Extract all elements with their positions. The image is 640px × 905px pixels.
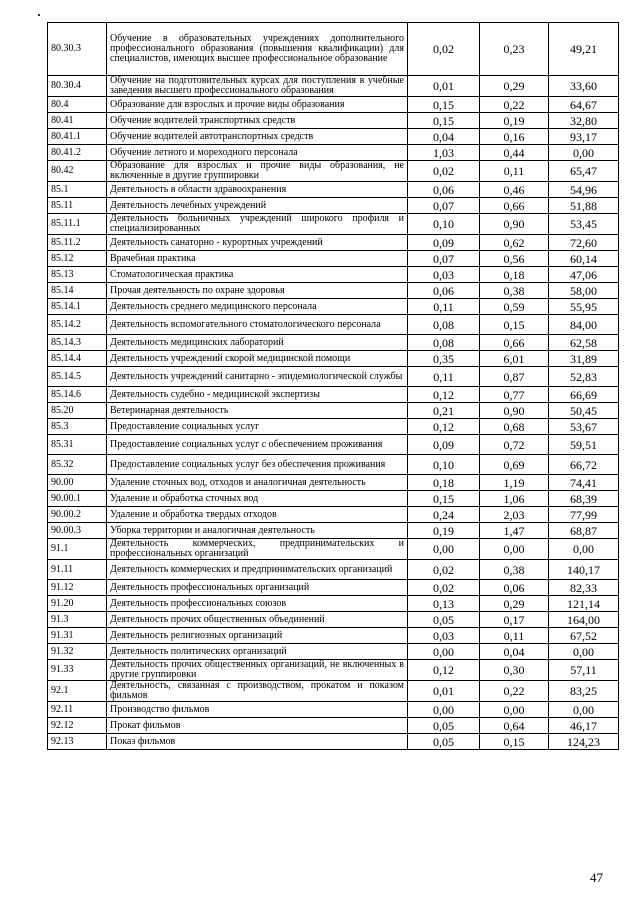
table-row	[48, 198, 619, 214]
value-col-3: 68,87	[549, 523, 619, 539]
activity-name: Деятельность в области здравоохранения	[107, 182, 408, 198]
value-col-2: 1,06	[480, 491, 549, 507]
activity-code: 90.00	[48, 475, 107, 491]
activity-code: 85.14.4	[48, 351, 107, 367]
value-col-2: 0,00	[480, 702, 549, 718]
activity-name: Удаление и обработка твердых отходов	[107, 507, 408, 523]
activity-code: 91.11	[48, 560, 107, 580]
value-col-3: 33,60	[549, 76, 619, 97]
value-col-3: 68,39	[549, 491, 619, 507]
value-col-3: 66,72	[549, 455, 619, 475]
value-col-2: 0,72	[480, 435, 549, 455]
activity-code: 90.00.2	[48, 507, 107, 523]
value-col-2: 0,18	[480, 267, 549, 283]
value-col-2: 0,15	[480, 315, 549, 335]
value-col-3: 66,69	[549, 387, 619, 403]
value-col-2: 0,68	[480, 419, 549, 435]
table-row	[48, 681, 619, 702]
value-col-3: 64,67	[549, 97, 619, 113]
value-col-2: 0,59	[480, 299, 549, 315]
value-col-2: 0,66	[480, 335, 549, 351]
value-col-1: 0,35	[408, 351, 480, 367]
table-row	[48, 523, 619, 539]
value-col-1: 0,12	[408, 419, 480, 435]
value-col-3: 93,17	[549, 129, 619, 145]
table-row	[48, 491, 619, 507]
table-row	[48, 387, 619, 403]
table-row	[48, 560, 619, 580]
value-col-2: 0,64	[480, 718, 549, 734]
value-col-3: 57,11	[549, 660, 619, 681]
value-col-1: 0,06	[408, 283, 480, 299]
value-col-1: 0,11	[408, 367, 480, 387]
activity-name: Деятельность медицинских лабораторий	[107, 335, 408, 351]
table-body	[48, 23, 619, 750]
activity-code: 85.14.3	[48, 335, 107, 351]
activity-code: 85.12	[48, 251, 107, 267]
value-col-3: 0,00	[549, 145, 619, 161]
value-col-1: 0,12	[408, 660, 480, 681]
activity-name: Врачебная практика	[107, 251, 408, 267]
activity-code: 85.1	[48, 182, 107, 198]
table-row	[48, 161, 619, 182]
activity-code: 85.14.2	[48, 315, 107, 335]
activity-name: Обучение водителей транспортных средств	[107, 113, 408, 129]
activity-name: Обучение летного и мореходного персонала	[107, 145, 408, 161]
value-col-3: 46,17	[549, 718, 619, 734]
value-col-2: 0,06	[480, 580, 549, 596]
value-col-2: 1,19	[480, 475, 549, 491]
value-col-1: 0,11	[408, 299, 480, 315]
activity-code: 90.00.1	[48, 491, 107, 507]
activity-code: 85.14.6	[48, 387, 107, 403]
value-col-2: 0,11	[480, 628, 549, 644]
table-row	[48, 596, 619, 612]
table-row	[48, 475, 619, 491]
value-col-3: 83,25	[549, 681, 619, 702]
value-col-1: 0,10	[408, 455, 480, 475]
activity-name: Деятельность лечебных учреждений	[107, 198, 408, 214]
activity-name: Показ фильмов	[107, 734, 408, 750]
activity-name: Образование для взрослых и прочие виды образования, не включенные в другие группировки	[107, 161, 408, 182]
activity-name: Деятельность санаторно - курортных учреждений	[107, 235, 408, 251]
value-col-2: 0,29	[480, 596, 549, 612]
value-col-3: 50,45	[549, 403, 619, 419]
activity-code: 91.32	[48, 644, 107, 660]
value-col-3: 65,47	[549, 161, 619, 182]
value-col-2: 0,29	[480, 76, 549, 97]
table-row	[48, 507, 619, 523]
table-row	[48, 145, 619, 161]
table-row	[48, 734, 619, 750]
value-col-1: 0,09	[408, 235, 480, 251]
activity-code: 85.13	[48, 267, 107, 283]
activity-name: Прочая деятельность по охране здоровья	[107, 283, 408, 299]
table-row	[48, 660, 619, 681]
value-col-2: 0,56	[480, 251, 549, 267]
value-col-2: 0,23	[480, 23, 549, 76]
value-col-3: 47,06	[549, 267, 619, 283]
value-col-1: 0,12	[408, 387, 480, 403]
activity-name: Ветеринарная деятельность	[107, 403, 408, 419]
value-col-2: 0,87	[480, 367, 549, 387]
value-col-2: 0,66	[480, 198, 549, 214]
activity-code: 80.41	[48, 113, 107, 129]
table-row	[48, 76, 619, 97]
value-col-3: 0,00	[549, 539, 619, 560]
table-row	[48, 612, 619, 628]
value-col-3: 55,95	[549, 299, 619, 315]
page-number: 47	[590, 870, 603, 885]
activity-code: 91.33	[48, 660, 107, 681]
activity-code: 85.14.1	[48, 299, 107, 315]
value-col-3: 67,52	[549, 628, 619, 644]
table-row	[48, 97, 619, 113]
value-col-1: 0,00	[408, 644, 480, 660]
table-row	[48, 235, 619, 251]
activity-code: 80.30.4	[48, 76, 107, 97]
activity-code: 92.12	[48, 718, 107, 734]
value-col-1: 0,03	[408, 267, 480, 283]
value-col-2: 0,22	[480, 681, 549, 702]
value-col-1: 0,00	[408, 702, 480, 718]
value-col-3: 121,14	[549, 596, 619, 612]
value-col-2: 0,90	[480, 403, 549, 419]
value-col-3: 74,41	[549, 475, 619, 491]
value-col-2: 0,44	[480, 145, 549, 161]
activity-name: Деятельность прочих общественных объединений	[107, 612, 408, 628]
activity-code: 85.20	[48, 403, 107, 419]
activity-name: Предоставление социальных услуг	[107, 419, 408, 435]
value-col-2: 6,01	[480, 351, 549, 367]
activity-name: Обучение в образовательных учреждениях дополнительного профессионального образования (повышения квалификации) для специалистов, имеющих высшее профессиональное образование	[107, 23, 408, 76]
activity-code: 80.41.2	[48, 145, 107, 161]
table-row	[48, 299, 619, 315]
activity-name: Производство фильмов	[107, 702, 408, 718]
activity-code: 91.3	[48, 612, 107, 628]
table-row	[48, 182, 619, 198]
table-row	[48, 403, 619, 419]
activity-name: Деятельность религиозных организаций	[107, 628, 408, 644]
table-row	[48, 644, 619, 660]
activity-name: Стоматологическая практика	[107, 267, 408, 283]
value-col-3: 53,45	[549, 214, 619, 235]
value-col-1: 0,10	[408, 214, 480, 235]
value-col-1: 0,02	[408, 580, 480, 596]
activity-code: 80.42	[48, 161, 107, 182]
activity-name: Деятельность профессиональных организаций	[107, 580, 408, 596]
value-col-2: 2,03	[480, 507, 549, 523]
table-row	[48, 539, 619, 560]
table-row	[48, 315, 619, 335]
table-row	[48, 214, 619, 235]
activity-code: 85.32	[48, 455, 107, 475]
value-col-2: 0,19	[480, 113, 549, 129]
activity-code: 92.1	[48, 681, 107, 702]
activity-code: 80.41.1	[48, 129, 107, 145]
activity-name: Удаление и обработка сточных вод	[107, 491, 408, 507]
value-col-3: 124,23	[549, 734, 619, 750]
value-col-3: 0,00	[549, 644, 619, 660]
activity-name: Деятельность профессиональных союзов	[107, 596, 408, 612]
activity-name: Деятельность учреждений скорой медицинской помощи	[107, 351, 408, 367]
value-col-3: 84,00	[549, 315, 619, 335]
table-row	[48, 251, 619, 267]
value-col-1: 0,03	[408, 628, 480, 644]
value-col-1: 0,02	[408, 560, 480, 580]
value-col-1: 0,01	[408, 76, 480, 97]
value-col-2: 0,04	[480, 644, 549, 660]
value-col-3: 51,88	[549, 198, 619, 214]
table-row	[48, 267, 619, 283]
value-col-3: 49,21	[549, 23, 619, 76]
activity-name: Прокат фильмов	[107, 718, 408, 734]
value-col-1: 0,01	[408, 681, 480, 702]
table-row	[48, 367, 619, 387]
value-col-1: 0,09	[408, 435, 480, 455]
table-row	[48, 718, 619, 734]
value-col-2: 0,77	[480, 387, 549, 403]
activity-code: 80.4	[48, 97, 107, 113]
scan-speck	[38, 14, 40, 16]
value-col-3: 32,80	[549, 113, 619, 129]
activity-name: Деятельность среднего медицинского персонала	[107, 299, 408, 315]
value-col-2: 0,22	[480, 97, 549, 113]
activity-name: Деятельность коммерческих, предпринимательских и профессиональных организаций	[107, 539, 408, 560]
table-row	[48, 335, 619, 351]
table-row	[48, 419, 619, 435]
activity-name: Деятельность судебно - медицинской экспертизы	[107, 387, 408, 403]
activity-code: 91.1	[48, 539, 107, 560]
value-col-2: 0,30	[480, 660, 549, 681]
value-col-2: 0,16	[480, 129, 549, 145]
activity-name: Уборка территории и аналогичная деятельность	[107, 523, 408, 539]
activity-name: Деятельность прочих общественных организаций, не включенных в другие группировки	[107, 660, 408, 681]
value-col-2: 0,90	[480, 214, 549, 235]
value-col-1: 1,03	[408, 145, 480, 161]
activity-code: 85.11.2	[48, 235, 107, 251]
activity-name: Деятельность учреждений санитарно - эпидемиологической службы	[107, 367, 408, 387]
value-col-1: 0,04	[408, 129, 480, 145]
value-col-2: 0,00	[480, 539, 549, 560]
activity-code: 90.00.3	[48, 523, 107, 539]
value-col-1: 0,06	[408, 182, 480, 198]
activity-name: Обучение водителей автотранспортных средств	[107, 129, 408, 145]
activity-code: 80.30.3	[48, 23, 107, 76]
value-col-3: 58,00	[549, 283, 619, 299]
value-col-1: 0,21	[408, 403, 480, 419]
value-col-1: 0,24	[408, 507, 480, 523]
value-col-1: 0,15	[408, 113, 480, 129]
value-col-3: 31,89	[549, 351, 619, 367]
value-col-3: 59,51	[549, 435, 619, 455]
table-row	[48, 23, 619, 76]
value-col-3: 82,33	[549, 580, 619, 596]
value-col-3: 164,00	[549, 612, 619, 628]
activity-table	[47, 22, 619, 750]
value-col-3: 52,83	[549, 367, 619, 387]
value-col-3: 54,96	[549, 182, 619, 198]
value-col-2: 1,47	[480, 523, 549, 539]
value-col-1: 0,05	[408, 718, 480, 734]
value-col-1: 0,00	[408, 539, 480, 560]
activity-name: Деятельность вспомогательного стоматологического персонала	[107, 315, 408, 335]
activity-name: Предоставление социальных услуг без обеспечения проживания	[107, 455, 408, 475]
activity-code: 91.20	[48, 596, 107, 612]
activity-code: 85.3	[48, 419, 107, 435]
activity-code: 92.13	[48, 734, 107, 750]
table-row	[48, 351, 619, 367]
activity-code: 85.14	[48, 283, 107, 299]
activity-code: 91.12	[48, 580, 107, 596]
value-col-3: 0,00	[549, 702, 619, 718]
value-col-1: 0,13	[408, 596, 480, 612]
value-col-3: 53,67	[549, 419, 619, 435]
value-col-2: 0,69	[480, 455, 549, 475]
value-col-1: 0,07	[408, 251, 480, 267]
table-row	[48, 580, 619, 596]
value-col-3: 77,99	[549, 507, 619, 523]
value-col-3: 72,60	[549, 235, 619, 251]
value-col-3: 140,17	[549, 560, 619, 580]
activity-name: Образование для взрослых и прочие виды образования	[107, 97, 408, 113]
table-row	[48, 435, 619, 455]
activity-code: 85.14.5	[48, 367, 107, 387]
value-col-1: 0,15	[408, 491, 480, 507]
table-row	[48, 702, 619, 718]
activity-code: 85.11	[48, 198, 107, 214]
activity-name: Предоставление социальных услуг с обеспечением проживания	[107, 435, 408, 455]
value-col-2: 0,62	[480, 235, 549, 251]
value-col-1: 0,05	[408, 612, 480, 628]
table-row	[48, 455, 619, 475]
activity-code: 92.11	[48, 702, 107, 718]
value-col-1: 0,08	[408, 335, 480, 351]
value-col-2: 0,15	[480, 734, 549, 750]
table-row	[48, 628, 619, 644]
value-col-1: 0,07	[408, 198, 480, 214]
activity-name: Деятельность, связанная с производством, прокатом и показом фильмов	[107, 681, 408, 702]
value-col-2: 0,17	[480, 612, 549, 628]
activity-code: 85.11.1	[48, 214, 107, 235]
activity-name: Деятельность политических организаций	[107, 644, 408, 660]
table-row	[48, 113, 619, 129]
value-col-3: 62,58	[549, 335, 619, 351]
value-col-1: 0,19	[408, 523, 480, 539]
value-col-1: 0,15	[408, 97, 480, 113]
activity-name: Деятельность коммерческих и предпринимательских организаций	[107, 560, 408, 580]
value-col-1: 0,08	[408, 315, 480, 335]
value-col-3: 60,14	[549, 251, 619, 267]
value-col-1: 0,18	[408, 475, 480, 491]
value-col-2: 0,38	[480, 560, 549, 580]
activity-code: 85.31	[48, 435, 107, 455]
value-col-1: 0,05	[408, 734, 480, 750]
value-col-2: 0,38	[480, 283, 549, 299]
table-row	[48, 283, 619, 299]
activity-name: Обучение на подготовительных курсах для поступления в учебные заведения высшего профессионального образования	[107, 76, 408, 97]
value-col-1: 0,02	[408, 23, 480, 76]
value-col-2: 0,11	[480, 161, 549, 182]
activity-name: Удаление сточных вод, отходов и аналогичная деятельность	[107, 475, 408, 491]
activity-code: 91.31	[48, 628, 107, 644]
table-row	[48, 129, 619, 145]
activity-name: Деятельность больничных учреждений широкого профиля и специализированных	[107, 214, 408, 235]
value-col-1: 0,02	[408, 161, 480, 182]
value-col-2: 0,46	[480, 182, 549, 198]
